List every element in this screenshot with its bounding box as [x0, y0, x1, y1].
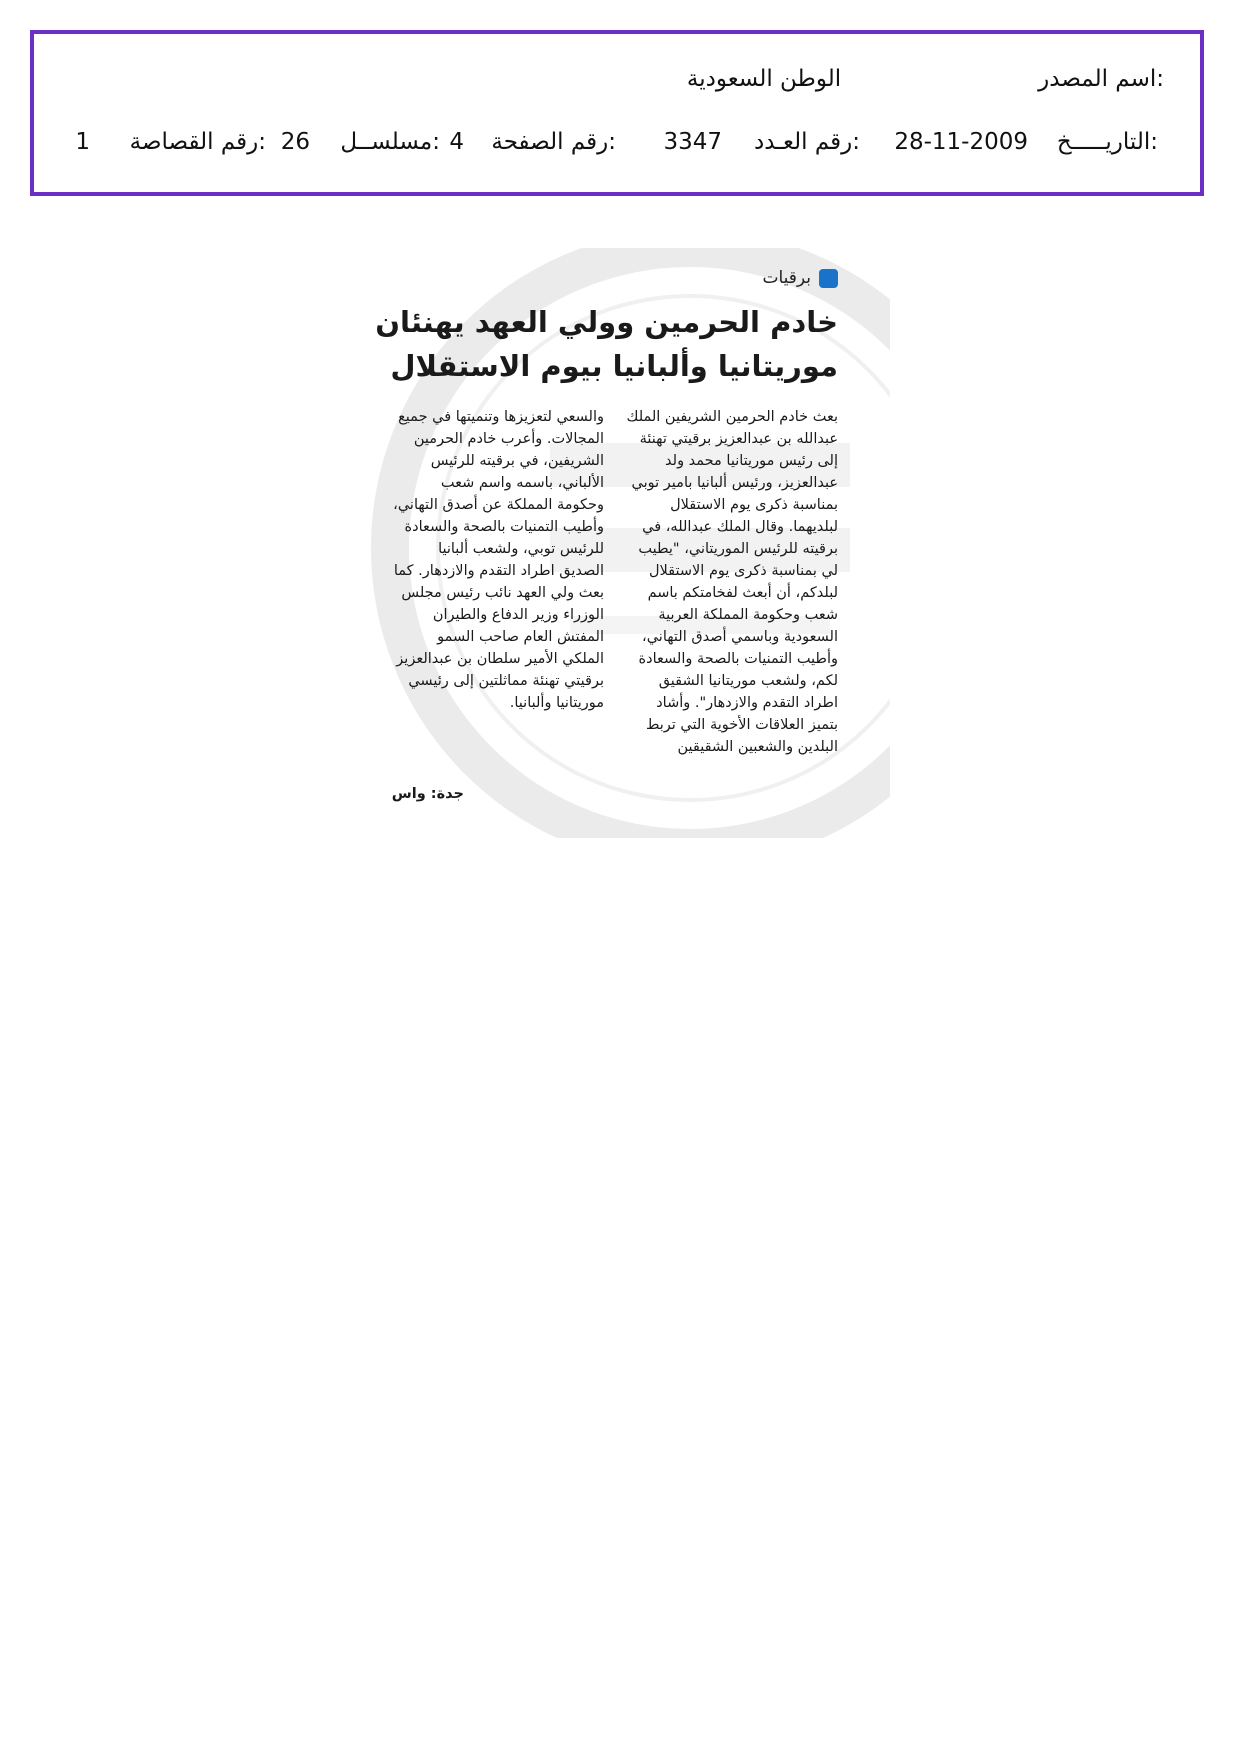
- article-paragraph: والسعي لتعزيزها وتنميتها في جميع المجالات. وأعرب خادم الحرمين الشريفين، في برقيته للرئيس الألباني، باسمه واسم شعب وحكومة المملكة عن أصدق التهاني، وأطيب التمنيات بالصحة والسعادة للرئيس توبي، ولشعب ألبانيا الصديق اطراد التقدم والازدهار. كما بعث ولي العهد نائب رئيس مجلس الوزراء وزير الدفاع والطيران المفتش العام صاحب السمو الملكي الأمير سلطان بن عبدالعزيز برقيتي تهنئة مماثلتين إلى رئيسي موريتانيا وألبانيا.: [393, 409, 604, 711]
- article-byline: جدة: واس: [391, 786, 464, 802]
- clipping-number-label: رقم القصاصة:: [129, 129, 266, 155]
- section-tag: [762, 268, 838, 288]
- issue-number-label: رقم العـدد:: [753, 129, 860, 155]
- date-value: 28-11-2009: [894, 129, 1028, 155]
- serial-value: 26: [280, 129, 310, 155]
- article-paragraph: بعث خادم الحرمين الشريفين الملك عبدالله بن عبدالعزيز برقيتي تهنئة إلى رئيس موريتانيا محمد ولد عبدالعزيز، ورئيس ألبانيا بامير توبي بمناسبة ذكرى يوم الاستقلال لبلديهما. وقال الملك عبدالله، في برقيته للرئيس الموريتاني، "يطيب لي بمناسبة ذكرى يوم الاستقلال لبلدكم، أن أبعث لفخامتكم باسم شعب وحكومة المملكة العربية السعودية وباسمي أصدق التهاني، وأطيب التمنيات بالصحة والسعادة لكم، ولشعب موريتانيا الشقيق اطراد التقدم والازدهار". وأشاد بتميز العلاقات الأخوية التي تربط البلدين والشعبين الشقيقين: [626, 409, 838, 755]
- newspaper-clipping: [360, 248, 890, 838]
- article-column-left: [392, 406, 604, 714]
- source-value: الوطن السعودية: [686, 66, 842, 92]
- section-label: برقيات: [762, 268, 811, 288]
- source-label: اسم المصدر:: [1038, 66, 1164, 92]
- issue-number-value: 3347: [663, 129, 722, 155]
- article-column-right: [626, 406, 838, 758]
- page-number-value: 4: [449, 129, 464, 155]
- clipping-number-value: 1: [75, 129, 90, 155]
- metadata-header-box: [30, 30, 1204, 196]
- section-square-icon: [819, 269, 838, 288]
- page-number-label: رقم الصفحة:: [491, 129, 616, 155]
- article-headline: خادم الحرمين وولي العهد يهنئان موريتانيا وألبانيا بيوم الاستقلال: [375, 305, 838, 383]
- date-label: التاريـــــخ:: [1056, 129, 1158, 155]
- serial-label: مسلســل:: [340, 129, 440, 155]
